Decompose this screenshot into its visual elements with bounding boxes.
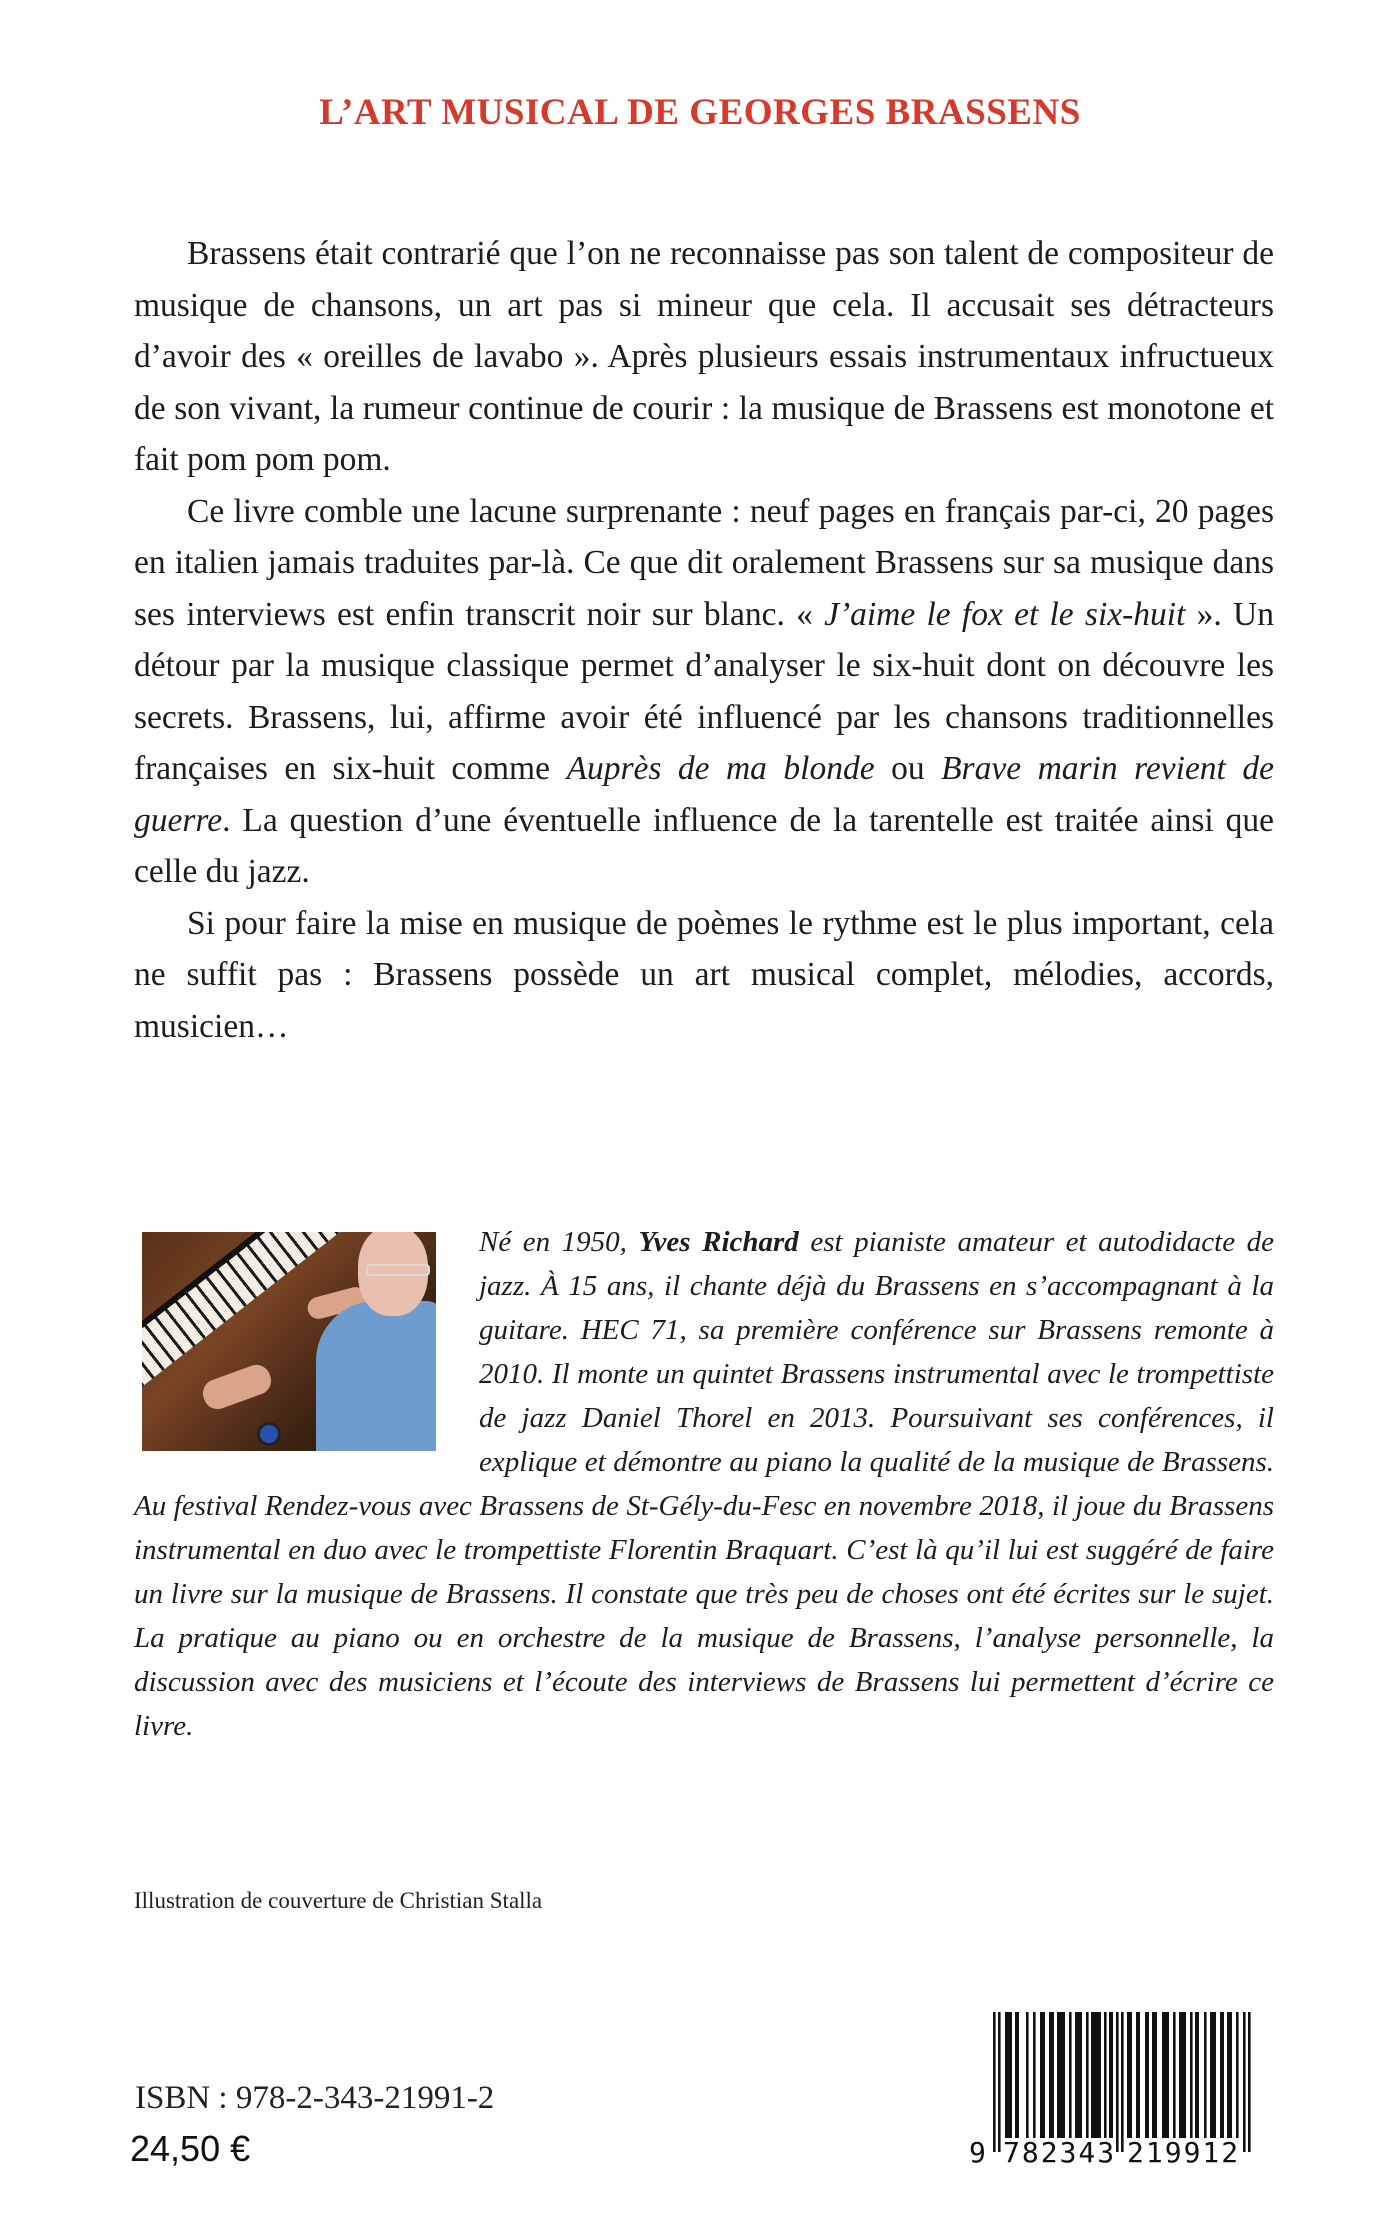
book-title: L’ART MUSICAL DE GEORGES BRASSENS — [319, 92, 1081, 133]
blurb-text: Ce livre comble une lacune surprenante : neuf pages en français par-ci, 20 pages en italien jamais traduites par-là. Ce que dit oralement Brassens sur sa musique dans ses interviews est enfin transcrit noir sur blanc. « — [134, 492, 1274, 633]
author-photo — [142, 1232, 436, 1451]
price: 24,50 € — [130, 2128, 251, 2169]
barcode — [965, 2008, 1275, 2173]
quote-jaime-le-fox: J’aime le fox et le six-huit — [824, 595, 1186, 633]
author-name: Yves Richard — [638, 1226, 799, 1258]
shirt-graphic — [316, 1301, 436, 1451]
blurb-text: . La question d’une éventuelle influence de la tarentelle est traitée ainsi que celle du jazz. — [134, 801, 1274, 890]
blurb-text: ou — [874, 750, 942, 787]
blurb-paragraph-3: Si pour faire la mise en musique de poèmes le rythme est le plus important, cela ne suffit pas : Brassens possède un art musical complet, mélodies, accords, musicien… — [134, 904, 1274, 1045]
barcode-digits — [965, 2136, 1275, 2172]
hand-graphic — [199, 1361, 275, 1413]
author-bio — [134, 1220, 1274, 1748]
bio-text: Né en 1950, — [479, 1226, 639, 1258]
isbn: ISBN : 978-2-343-21991-2 — [135, 2080, 495, 2116]
bio-text: est pianiste amateur et autodidacte de jazz. À 15 ans, il chante déjà du Brassens en s’accompagnant à la guitare. HEC 71, sa première conférence sur Brassens remonte à 2010. Il monte un quintet Brassens instrumental avec le trompettiste de jazz Daniel Thorel en 2013. Poursuivant ses conférences, il explique et démontre au piano la qualité de la musique de Brassens. Au festival Rendez-vous avec Brassens de St-Gély-du-Fesc en novembre 2018, il joue du Brassens instrumental en duo avec le trompettiste Florentin Braquart. C’est là qu’il lui est suggéré de faire un livre sur la musique de Brassens. Il constate que très peu de choses ont été écrites sur le sujet. La pratique au piano ou en orchestre de la musique de Brassens, l’analyse personnelle, la discussion avec des musiciens et l’écoute des interviews de Brassens lui permettent d’écrire ce livre. — [134, 1226, 1274, 1742]
barcode-first-digit: 9 — [969, 2136, 988, 2169]
song-title-aupres-de-ma-blonde: Auprès de ma blonde — [566, 750, 875, 787]
blurb — [134, 228, 1274, 1052]
blurb-paragraph-1: Brassens était contrarié que l’on ne reconnaisse pas son talent de compositeur de musique de chansons, un art pas si mineur que cela. Il accusait ses détracteurs d’avoir des « oreilles de lavabo ». Après plusieurs essais instrumentaux infructueux de son vivant, la rumeur continue de courir : la musique de Brassens est monotone et fait pom pom pom. — [134, 235, 1274, 478]
barcode-right-digits: 219912 — [1127, 2136, 1241, 2169]
barcode-left-digits: 782343 — [1003, 2136, 1117, 2169]
song-title-brave-marin: Brave marin revient de guerre — [134, 750, 1274, 839]
blurb-paragraph-2 — [134, 486, 1274, 898]
blurb-text: ». Un détour par la musique classique permet d’analyser le six-huit dont on découvre les secrets. Brassens, lui, affirme avoir été influencé par les chansons traditionnelles françaises en six-huit comme — [134, 595, 1274, 787]
watch-graphic — [257, 1422, 281, 1446]
illustration-credit: Illustration de couverture de Christian Stalla — [134, 1888, 543, 1913]
glasses-graphic — [366, 1264, 430, 1276]
